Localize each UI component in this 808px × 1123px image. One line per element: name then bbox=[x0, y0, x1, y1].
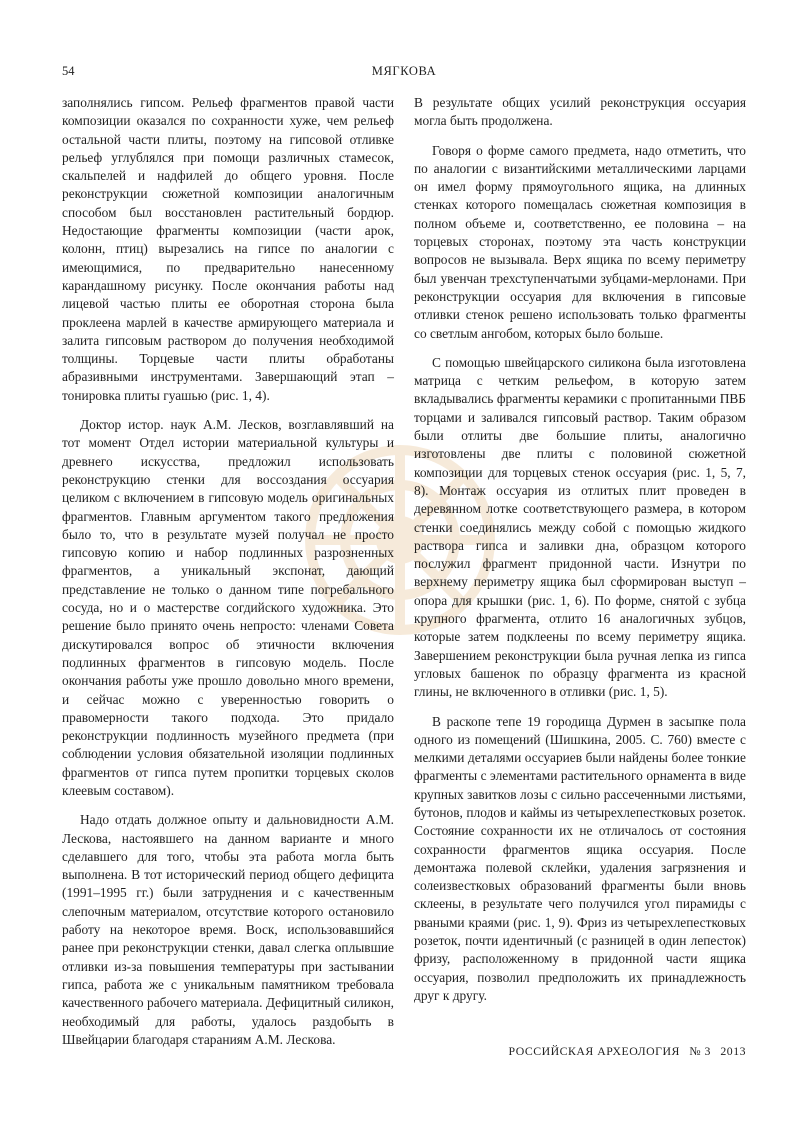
article-body bbox=[62, 94, 750, 1047]
page-number: 54 bbox=[62, 64, 75, 78]
running-title: МЯГКОВА bbox=[371, 64, 437, 78]
paragraph-right-3: С помощью швейцарского силикона была изготовлена матрица с четким рельефом, в которую затем вкладывались фрагменты керамики с пропитанными ПВБ торцами и заливался гипсовый раствор. Таким образом были отлиты две большие плиты, аналогично изготовлены две плиты с половиной сюжетной композиции для торцевых стенок оссуария (рис. 1, 5, 7, 8). Монтаж оссуария из отлитых плит проведен в деревянном лотке соответствующего размера, в котором стенки соединялись между собой с помощью жидкого раствора гипса и заливки дна, образцом которого послужил фрагмент придонной части. Изнутри по верхнему периметру ящика был сформирован выступ – опора для крышки (рис. 1, 6). По форме, снятой с зубца крупного фрагмента, отлито 16 аналогичных зубцов, которые затем подклеены по всему периметру ящика. Завершением реконструкции была ручная лепка из гипса угловых башенок по образцу фрагмента из красной глины, не включенного в отливки (рис. 1, 5). bbox=[414, 354, 746, 700]
left-column bbox=[62, 94, 394, 1060]
paragraph-right-1: В результате общих усилий реконструкция оссуария могла быть продолжена. bbox=[414, 95, 746, 129]
footer-year: 2013 bbox=[720, 1044, 746, 1058]
paragraph-left-1: заполнялись гипсом. Рельеф фрагментов правой части композиции оказался по сохранности хуже, чем рельеф остальной части плиты, поэтому на гипсовой отливке рельеф углублялся при помощи различных стамесок, скальпелей и надфилей до общего уровня. После реконструкции сюжетной композиции аналогичным способом был восстановлен растительный бордюр. Недостающие фрагменты композиции (части арок, колонн, птиц) вырезались на гипсе по аналогии с имеющимися, по предварительно нанесенному карандашному рисунку. После окончания работы над лицевой частью плиты ее оборотная сторона была проклеена марлей в качестве армирующего материала и залита гипсовым раствором до получения необходимой толщины. Торцевые части плиты обработаны абразивными инструментами. Завершающий этап – тонировка плиты гуашью (рис. 1, 4). bbox=[62, 95, 394, 403]
page-header bbox=[62, 64, 746, 82]
footer-journal-info bbox=[503, 1044, 746, 1059]
right-column bbox=[414, 94, 746, 1016]
footer-journal: РОССИЙСКАЯ АРХЕОЛОГИЯ bbox=[508, 1044, 680, 1058]
page-footer bbox=[62, 1044, 746, 1062]
paragraph-right-4: В раскопе тепе 19 городища Дурмен в засыпке пола одного из помещений (Шишкина, 2005. С. 760) вместе с мелкими деталями оссуариев были найдены более тонкие фрагменты с элементами растительного орнамента в виде крупных завитков лозы с сильно рассеченными листьями, бутонов, плодов и каймы из четырехлепестковых розеток. Состояние сохранности их не отличалось от состояния сохранности фрагментов ящика оссуария. После демонтажа полевой склейки, удаления загрязнения и солеизвестковых образований фрагменты были вновь склеены, в результате чего получился угол пирамиды с рваными краями (рис. 1, 9). Фриз из четырехлепестковых розеток, почти идентичный (с разницей в один лепесток) фризу, расположенному в придонной части ящика оссуария, позволил предположить их принадлежность друг к другу. bbox=[414, 713, 746, 1003]
paragraph-left-2: Доктор истор. наук А.М. Лесков, возглавлявший на тот момент Отдел истории материальной культуры и древнего искусства, предложил использовать реконструкцию стенки для воссоздания оссуария целиком с включением в гипсовую модель оригинальных фрагментов. Главным аргументом такого предложения было то, что в результате музей получал не просто гипсовую копию и набор подлинных разрозненных фрагментов, а уникальный экспонат, дающий представление не только о данном типе погребального сосуда, но и о мастерстве согдийского художника. Это решение было принято очень непросто: членами Совета дискутировался вопрос об этичности включения подлинных фрагментов в гипсовую модель. После окончания работы уже прошло довольно много времени, и сейчас можно с уверенностью говорить о правомерности такого подхода. Это придало реконструкции подлинность музейного предмета (при соблюдении условия обязательной изоляции подлинных фрагментов от гипса путем пропитки торцевых сколов клеевым составом). bbox=[62, 417, 394, 798]
paragraph-right-2: Говоря о форме самого предмета, надо отметить, что по аналогии с византийскими металлическими ларцами он имел форму прямоугольного ящика, на длинных стенках которого помещалась сюжетная композиция в полном объеме и, соответственно, ее половина – на торцевых сторонах, поэтому эта часть конструкции вопросов не вызывала. Верх ящика по всему периметру был увенчан трехступенчатыми зубцами-мерлонами. При реконструкции оссуария для включения в гипсовые отливки стенок решено использовать только фрагменты со светлым ангобом, которых было больше. bbox=[414, 142, 746, 341]
paragraph-left-3: Надо отдать должное опыту и дальновидности А.М. Лескова, настоявшего на данном варианте и много сделавшего для того, чтобы эта работа могла быть выполнена. В тот исторический период общего дефицита (1991–1995 гг.) были затруднения и с качественным слепочным материалом, отсутствие которого остановило работу на некоторое время. Воск, использовавшийся ранее при реконструкции стенки, давал слегка оплывшие отливки из-за повышения температуры при застывании гипса, работа же с уникальным памятником требовала качественного рабочего материала. Дефицитный силикон, необходимый для работы, удалось раздобыть в Швейцарии благодаря стараниям А.М. Лескова. bbox=[62, 812, 394, 1047]
footer-issue: № 3 bbox=[689, 1044, 711, 1058]
